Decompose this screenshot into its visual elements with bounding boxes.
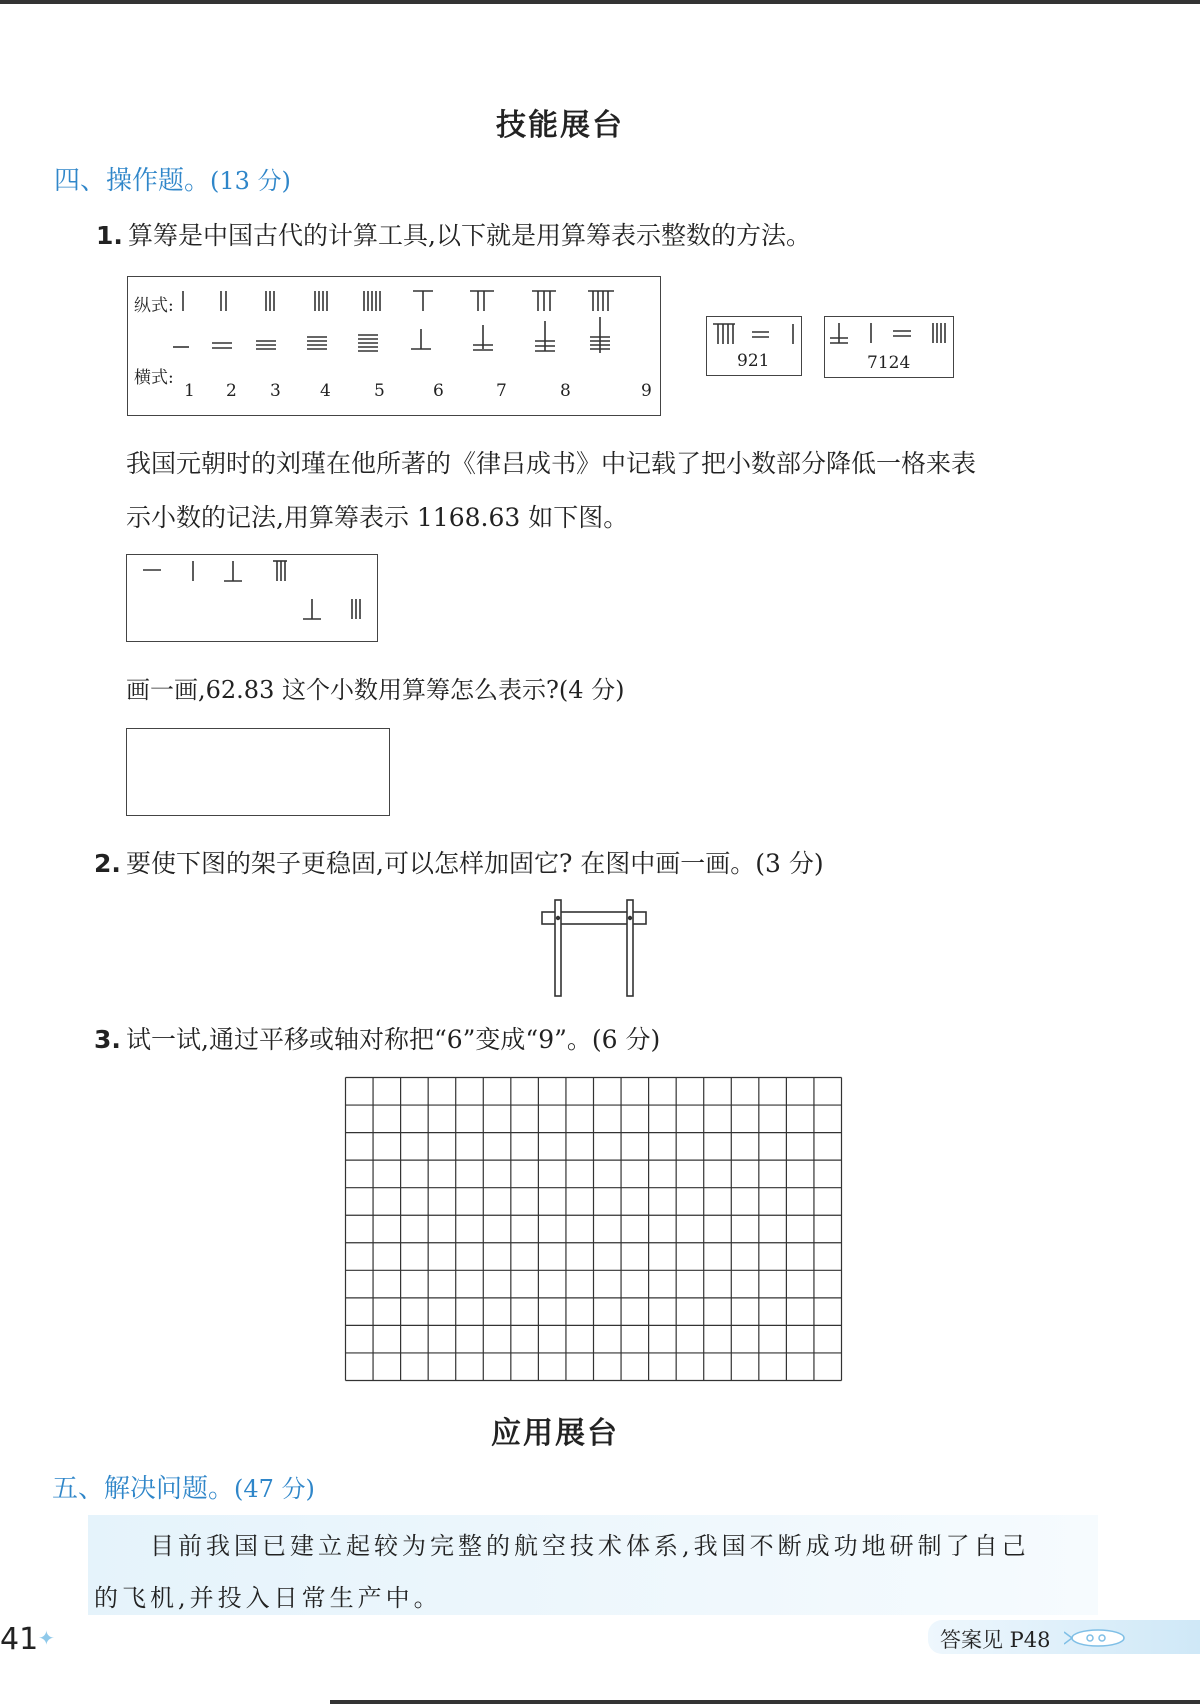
counting-rod-table — [127, 276, 661, 416]
answer-reference[interactable]: 答案见 P48 — [940, 1628, 1051, 1652]
top-border — [0, 0, 1200, 4]
part5-heading-text: 五、解决问题。 — [52, 1474, 235, 1504]
vertical-form-label: 纵式: — [134, 296, 174, 316]
digit-label: 1 — [184, 381, 195, 401]
drawing-grid[interactable] — [344, 1076, 843, 1382]
digit-label: 6 — [433, 381, 444, 401]
story-line2: 的飞机,并投入日常生产中。 — [94, 1584, 442, 1612]
digit-label: 7 — [496, 381, 507, 401]
question-1 — [96, 216, 811, 252]
horizontal-form-label: 横式: — [134, 368, 174, 388]
q1-draw-prompt: 画一画,62.83 这个小数用算筹怎么表示?(4 分) — [126, 676, 625, 704]
example-box-7124 — [824, 316, 954, 378]
question-1-text: 算筹是中国古代的计算工具,以下就是用算筹表示整数的方法。 — [128, 221, 811, 250]
example-7124-value: 7124 — [867, 353, 911, 373]
part4-heading — [54, 160, 291, 197]
bottom-border — [330, 1700, 1200, 1704]
question-2 — [94, 844, 824, 880]
digit-label: 2 — [226, 381, 237, 401]
example-box-921 — [706, 316, 802, 376]
digit-label: 3 — [270, 381, 281, 401]
question-3 — [94, 1020, 660, 1056]
q1-paragraph-line2: 示小数的记法,用算筹表示 1168.63 如下图。 — [126, 503, 629, 532]
digit-label: 4 — [320, 381, 331, 401]
decimal-rod-example — [126, 554, 378, 642]
part5-heading — [52, 1468, 315, 1505]
question-2-text: 要使下图的架子更稳固,可以怎样加固它? 在图中画一画。(3 分) — [126, 849, 824, 878]
digit-label: 8 — [560, 381, 571, 401]
question-3-text: 试一试,通过平移或轴对称把“6”变成“9”。(6 分) — [126, 1025, 661, 1054]
story-line1: 目前我国已建立起较为完整的航空技术体系,我国不断成功地研制了自己 — [150, 1532, 1030, 1560]
example-921-value: 921 — [737, 351, 770, 371]
q1-paragraph-line1: 我国元朝时的刘瑾在他所著的《律吕成书》中记载了把小数部分降低一格来表 — [126, 449, 977, 478]
digit-label: 9 — [641, 381, 652, 401]
shelf-figure[interactable] — [540, 898, 650, 998]
section-title-application: 应用展台 — [491, 1416, 619, 1451]
question-2-number: 2. — [94, 849, 121, 878]
part5-points: (47 分) — [234, 1475, 315, 1503]
question-1-number: 1. — [96, 221, 123, 250]
part4-heading-text: 四、操作题。 — [54, 166, 211, 196]
sparkle-icon: ✦ — [38, 1626, 55, 1650]
rod-1168-63 — [127, 555, 377, 641]
answer-box-q1[interactable] — [126, 728, 390, 816]
digit-label: 5 — [374, 381, 385, 401]
counting-rod-figures — [128, 277, 660, 415]
question-3-number: 3. — [94, 1025, 121, 1054]
page-number: 41 — [0, 1622, 39, 1657]
rocket-icon — [1064, 1626, 1128, 1650]
part4-points: (13 分) — [210, 167, 291, 195]
section-title-skills: 技能展台 — [496, 108, 624, 143]
